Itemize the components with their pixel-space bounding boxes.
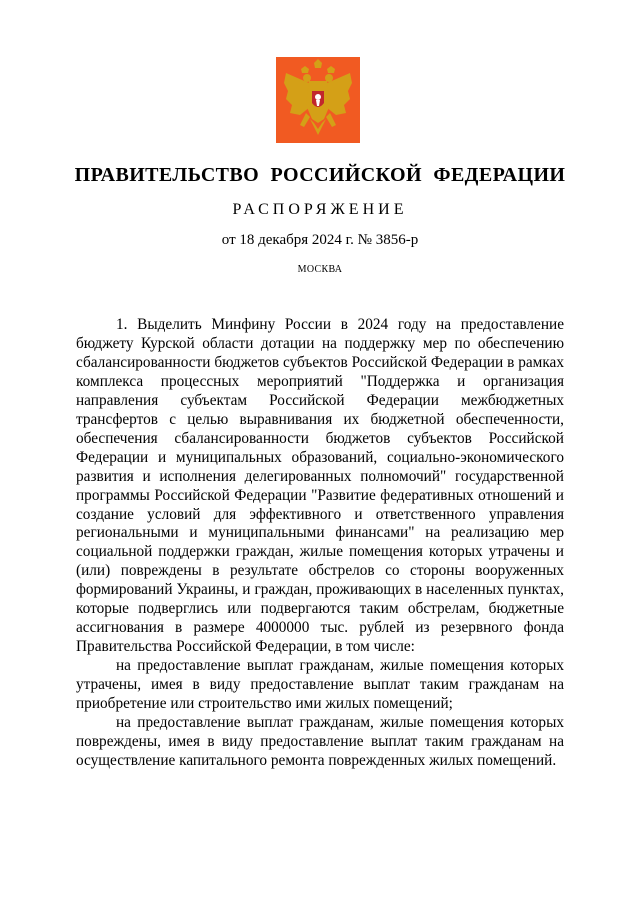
document-body xyxy=(76,316,564,771)
coat-of-arms-icon xyxy=(276,57,360,143)
document-date-number: от 18 декабря 2024 г. № 3856-р xyxy=(221,232,419,248)
document-type: РАСПОРЯЖЕНИЕ xyxy=(232,201,408,218)
document-place: МОСКВА xyxy=(297,264,343,275)
government-title: ПРАВИТЕЛЬСТВО РОССИЙСКОЙ ФЕДЕРАЦИИ xyxy=(74,164,566,186)
paragraph-1: 1. Выделить Минфину России в 2024 году на предоставление бюджету Курской области дотации на поддержку мер по обеспечению сбалансированности бюджетов субъектов Российской Федерации в рамках комплекса процессных мероприятий "Поддержка и организация направления субъектам Российской Федерации межбюджетных трансфертов с целью выравнивания их бюджетной обеспеченности, обеспечения сбалансированности бюджетов субъектов Российской Федерации и муниципальных образований, социально-экономического развития и исполнения делегированных полномочий" государственной программы Российской Федерации "Развитие федеративных отношений и создание условий для эффективного и ответственного управления региональными и муниципальными финансами" на реализацию мер социальной поддержки граждан, жилые помещения которых утрачены и (или) повреждены в результате обстрелов со стороны вооруженных формирований Украины, и граждан, проживающих в населенных пунктах, которые подверглись или подвергаются таким обстрелам, бюджетные ассигнования в размере 4000000 тыс. рублей из резервного фонда Правительства Российской Федерации, в том числе: xyxy=(76,316,564,656)
paragraph-2: на предоставление выплат гражданам, жилые помещения которых утрачены, имея в виду предоставление выплат таким гражданам на приобретение или строительство ими жилых помещений; xyxy=(76,657,564,713)
paragraph-3: на предоставление выплат гражданам, жилые помещения которых повреждены, имея в виду предоставление выплат таким гражданам на осуществление капитального ремонта поврежденных жилых помещений. xyxy=(76,714,564,769)
